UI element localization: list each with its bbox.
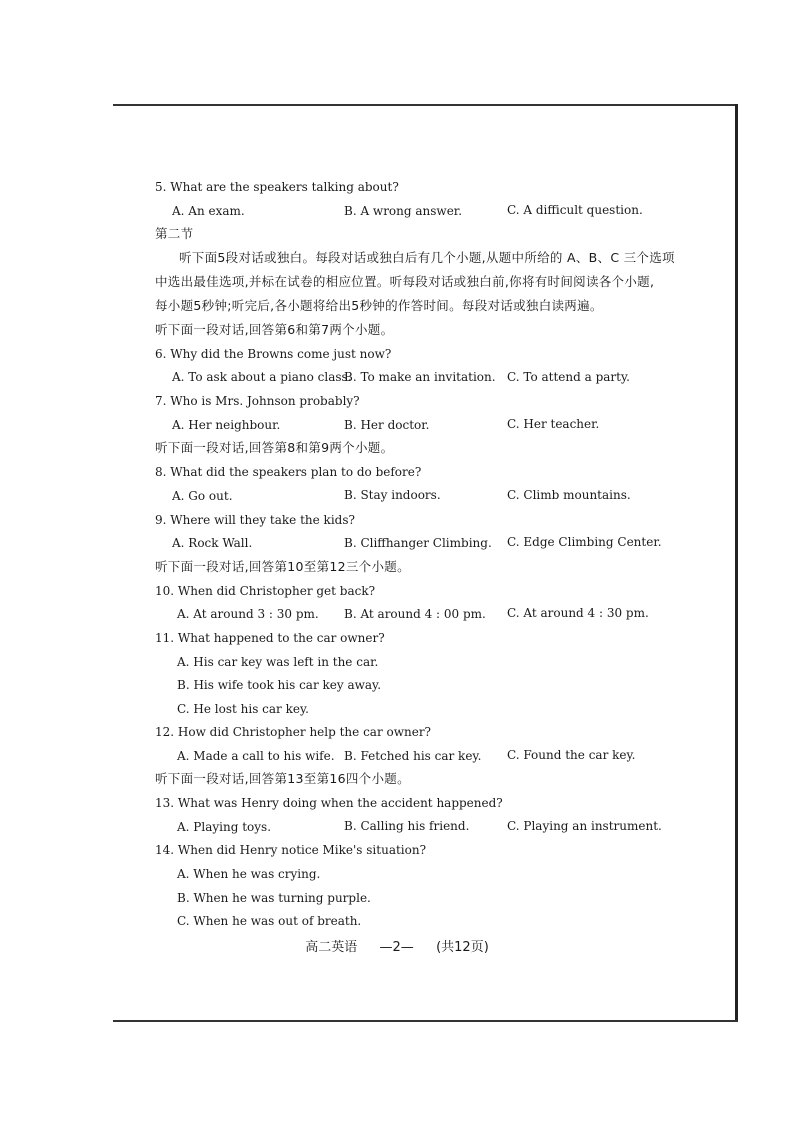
- q8-option-b: B. Stay indoors.: [344, 488, 441, 502]
- q14-stem: 14. When did Henry notice Mike's situation?: [155, 843, 427, 857]
- footer-page-number: —2—: [379, 940, 414, 955]
- q13-stem: 13. What was Henry doing when the accident happened?: [155, 796, 503, 810]
- q12-option-b: B. Fetched his car key.: [344, 749, 482, 763]
- q6-option-a: A. To ask about a piano class.: [172, 370, 352, 384]
- q13-option-c: C. Playing an instrument.: [507, 819, 662, 833]
- q5-stem: 5. What are the speakers talking about?: [155, 180, 399, 194]
- section-instructions-1: 听下面5段对话或独白。每段对话或独白后有几个小题,从题中所给的 A、B、C 三个选项: [179, 250, 675, 265]
- q13-option-a: A. Playing toys.: [177, 820, 272, 834]
- q13-option-b: B. Calling his friend.: [344, 819, 470, 833]
- q12-stem: 12. How did Christopher help the car owner?: [155, 725, 431, 739]
- q14-option-b: B. When he was turning purple.: [177, 891, 371, 905]
- q10-option-b: B. At around 4 : 00 pm.: [344, 607, 486, 621]
- q10-stem: 10. When did Christopher get back?: [155, 584, 376, 598]
- q5-option-c: C. A difficult question.: [507, 203, 643, 217]
- q14-option-c: C. When he was out of breath.: [177, 914, 362, 928]
- q8-option-a: A. Go out.: [172, 489, 233, 503]
- q10-option-c: C. At around 4 : 30 pm.: [507, 606, 649, 620]
- dialogue-2-lead: 听下面一段对话,回答第8和第9两个小题。: [155, 440, 394, 455]
- section-instructions-2: 中选出最佳选项,并标在试卷的相应位置。听每段对话或独白前,你将有时间阅读各个小题,: [155, 274, 655, 289]
- q11-stem: 11. What happened to the car owner?: [155, 631, 385, 645]
- q12-option-c: C. Found the car key.: [507, 748, 636, 762]
- q7-option-c: C. Her teacher.: [507, 417, 600, 431]
- dialogue-3-lead: 听下面一段对话,回答第10至第12三个小题。: [155, 559, 410, 574]
- q5-option-b: B. A wrong answer.: [344, 204, 463, 218]
- q7-option-a: A. Her neighbour.: [172, 418, 281, 432]
- q9-option-a: A. Rock Wall.: [172, 536, 253, 550]
- q7-stem: 7. Who is Mrs. Johnson probably?: [155, 394, 360, 408]
- q6-stem: 6. Why did the Browns come just now?: [155, 347, 392, 361]
- q8-option-c: C. Climb mountains.: [507, 488, 631, 502]
- q9-option-b: B. Cliffhanger Climbing.: [344, 536, 492, 550]
- q14-option-a: A. When he was crying.: [177, 867, 321, 881]
- section-instructions-3: 每小题5秒钟;听完后,各小题将给出5秒钟的作答时间。每段对话或独白读两遍。: [155, 298, 603, 313]
- q5-option-a: A. An exam.: [172, 204, 245, 218]
- footer-subject: 高二英语: [305, 940, 358, 955]
- dialogue-1-lead: 听下面一段对话,回答第6和第7两个小题。: [155, 322, 394, 337]
- page-footer: [0, 936, 794, 955]
- q10-option-a: A. At around 3 : 30 pm.: [177, 607, 319, 621]
- q6-option-b: B. To make an invitation.: [344, 370, 496, 384]
- q9-option-c: C. Edge Climbing Center.: [507, 535, 662, 549]
- q11-option-a: A. His car key was left in the car.: [177, 655, 379, 669]
- q11-option-c: C. He lost his car key.: [177, 702, 309, 716]
- q7-option-b: B. Her doctor.: [344, 418, 430, 432]
- q9-stem: 9. Where will they take the kids?: [155, 513, 355, 527]
- section-title: 第二节: [155, 226, 194, 241]
- q6-option-c: C. To attend a party.: [507, 370, 630, 384]
- q8-stem: 8. What did the speakers plan to do before?: [155, 465, 422, 479]
- q11-option-b: B. His wife took his car key away.: [177, 678, 382, 692]
- dialogue-4-lead: 听下面一段对话,回答第13至第16四个小题。: [155, 771, 410, 786]
- footer-total-pages: (共12页): [436, 940, 489, 955]
- q12-option-a: A. Made a call to his wife.: [177, 749, 335, 763]
